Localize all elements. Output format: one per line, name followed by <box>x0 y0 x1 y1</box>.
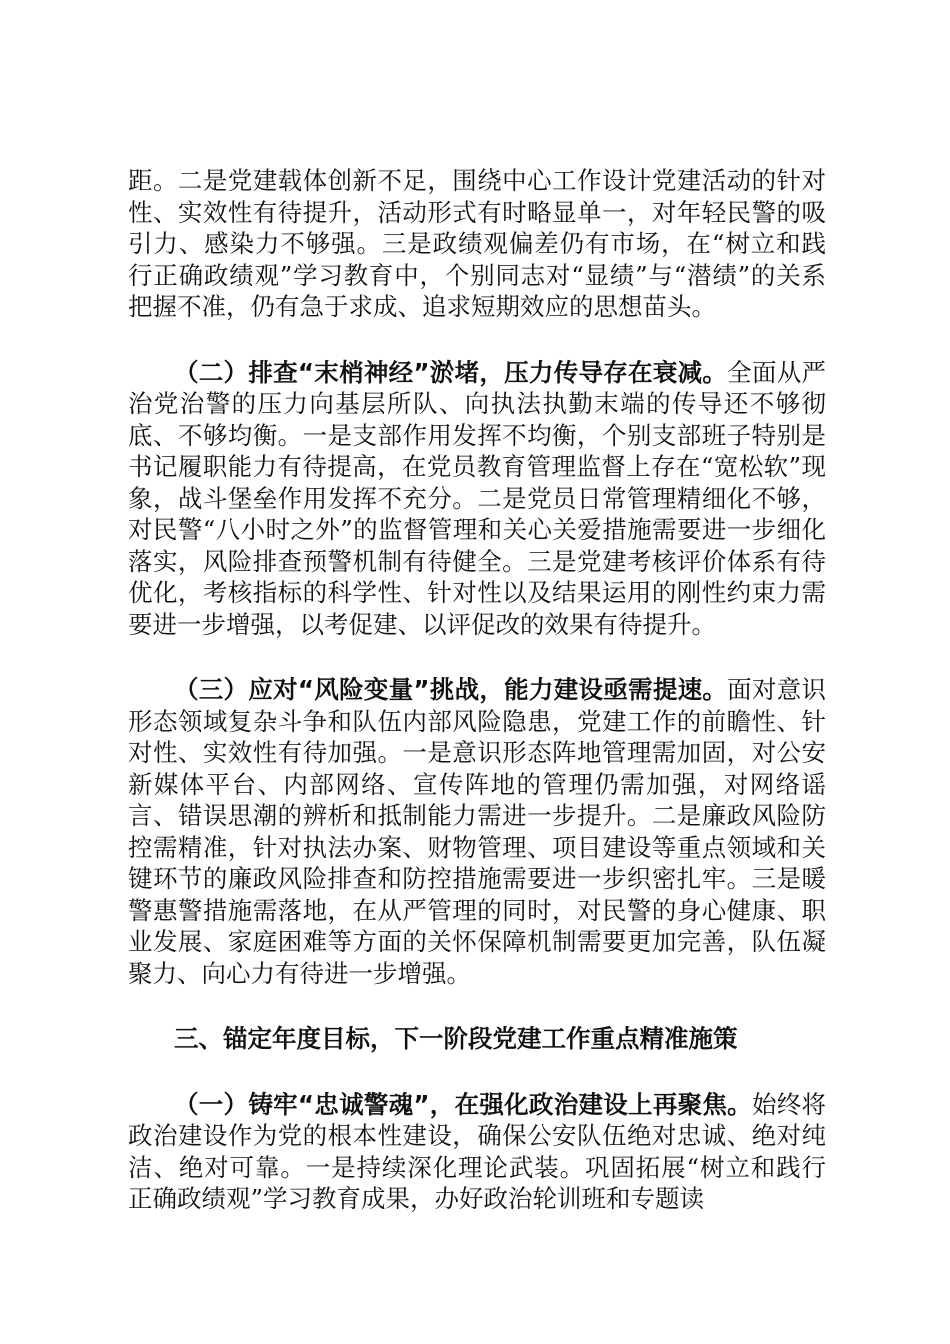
section-3-text: 面对意识形态领域复杂斗争和队伍内部风险隐患，党建工作的前瞻性、针对性、实效性有待加强。一是意识形态阵地管理需加固，对公安新媒体平台、内部网络、宣传阵地的管理仍需加强，对网络谣言、错误思潮的辨析和抵制能力需进一步提升。二是廉政风险防控需精准，针对执法办案、财物管理、项目建设等重点领域和关键环节的廉政风险排查和防控措施需要进一步织密扎牢。三是暖警惠警措施需落地，在从严管理的同时，对民警的身心健康、职业发展、家庭困难等方面的关怀保障机制需要更加完善，队伍凝聚力、向心力有待进一步增强。 <box>128 675 827 988</box>
document-body <box>128 165 826 1215</box>
paragraph-text: 距。二是党建载体创新不足，围绕中心工作设计党建活动的针对性、实效性有待提升，活动形式有时略显单一，对年轻民警的吸引力、感染力不够强。三是政绩观偏差仍有市场，在“树立和践行正确政绩观”学习教育中，个别同志对“显绩”与“潜绩”的关系把握不准，仍有急于求成、追求短期效应的思想苗头。 <box>128 166 826 321</box>
subsection-1-text: 始终将政治建设作为党的根本性建设，确保公安队伍绝对忠诚、绝对纯洁、绝对可靠。一是持续深化理论武装。巩固拓展“树立和践行正确政绩观”学习教育成果，办好政治轮训班和专题读 <box>128 1089 826 1213</box>
section-2-lead: （二）排查“末梢神经”淤堵，压力传导存在衰减。 <box>174 357 728 387</box>
section-2-text: 全面从严治党治警的压力向基层所队、向执法执勤末端的传导还不够彻底、不够均衡。一是支部作用发挥不均衡，个别支部班子特别是书记履职能力有待提高，在党员教育管理监督上存在“宽松软”现象，战斗堡垒作用发挥不充分。二是党员日常管理精细化不够，对民警“八小时之外”的监督管理和关心关爱措施需要进一步细化落实，风险排查预警机制有待健全。三是党建考核评价体系有待优化，考核指标的科学性、针对性以及结果运用的刚性约束力需要进一步增强，以考促建、以评促改的效果有待提升。 <box>128 357 827 639</box>
section-3-lead: （三）应对“风险变量”挑战，能力建设亟需提速。 <box>174 675 728 704</box>
paragraph-subsection-1 <box>128 1089 826 1215</box>
chapter-heading: 三、锚定年度目标，下一阶段党建工作重点精准施策 <box>174 1024 738 1053</box>
subsection-1-lead: （一）铸牢“忠诚警魂”，在强化政治建设上再聚焦。 <box>174 1089 752 1119</box>
paragraph-continuation <box>128 165 826 323</box>
paragraph-section-2 <box>128 357 826 641</box>
paragraph-section-3 <box>128 674 826 989</box>
